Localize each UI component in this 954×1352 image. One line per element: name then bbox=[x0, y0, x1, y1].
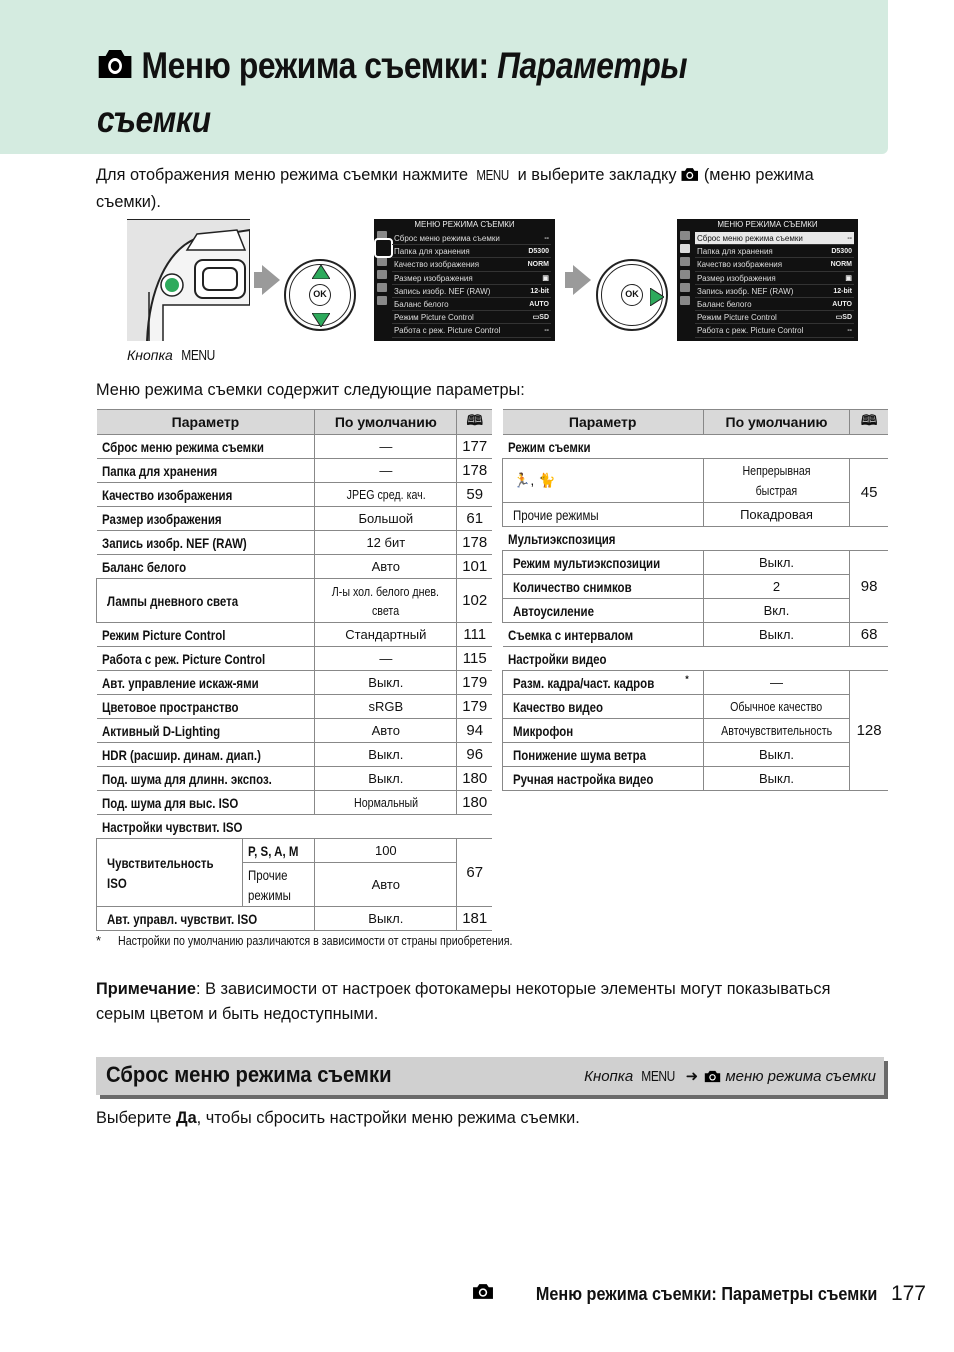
screen-row: Баланс белого AUTO bbox=[392, 298, 551, 311]
screen-row: Качество изображения NORM bbox=[695, 258, 854, 271]
table-row: Прочие режимы Авто bbox=[97, 863, 493, 907]
camera-icon bbox=[681, 164, 699, 189]
table-row: Прочие режимы Покадровая bbox=[503, 503, 889, 527]
screen-row: Сброс меню режима съемки -- bbox=[392, 232, 551, 245]
lead-text: Меню режима съемки содержит следующие параметры: bbox=[96, 380, 525, 399]
table-row: Авт. управл. чувствит. ISO Выкл. 181 bbox=[97, 907, 493, 931]
camera-menu-screen-2: МЕНЮ РЕЖИМА СЪЕМКИ Сброс меню режима съемки -- Папка для хранения D5300 Качество изображения NORM Размер изображения ▣ Запись изобр. NEF (RAW) 12-bit Баланс белого AUTO Режим Picture Control ▭SD Работа с реж. Picture Control -- bbox=[677, 219, 858, 341]
table-row: Количество снимков 2 bbox=[503, 575, 889, 599]
table-row: Чувствительность ISO P, S, A, M 100 67 bbox=[97, 839, 493, 863]
screen-row: Запись изобр. NEF (RAW) 12-bit bbox=[695, 285, 854, 298]
camera-icon bbox=[704, 1070, 721, 1087]
release-mode-icons: 🏃, 🐈 bbox=[503, 459, 704, 503]
table-row: Цветовое пространство sRGB 179 bbox=[97, 695, 493, 719]
footer-title: Меню режима съемки: Параметры съемки bbox=[535, 1283, 877, 1304]
table-row: Активный D-Lighting Авто 94 bbox=[97, 719, 493, 743]
screen-row: Режим Picture Control ▭SD bbox=[392, 311, 551, 324]
settings-table-right: Параметр По умолчанию 🕮 Режим съемки 🏃, 🐈 Непрерывная быстрая 45 Прочие режимы Покадровая Мультиэкспозиция Режим мультиэкспозиции Выкл. 98 Количество снимков 2 Автоусиление Вкл. Съемка с интервалом Выкл. 68 Настройки видео Разм. кадра/част. кадров * — 128 Качество видео Обычное качество Микрофон Авточувствительность Понижение шума ветра Выкл. Ручная настройка видео Выкл. bbox=[502, 409, 888, 791]
ok-button-icon: OK bbox=[621, 284, 643, 306]
screen-row: Режим Picture Control ▭SD bbox=[695, 311, 854, 324]
table-group-row: Настройки видео bbox=[503, 647, 889, 671]
screen-row: Папка для хранения D5300 bbox=[695, 245, 854, 258]
table-group-row: Мультиэкспозиция bbox=[503, 527, 889, 551]
table-row: Под. шума для длинн. экспоз. Выкл. 180 bbox=[97, 767, 493, 791]
screen-row: Запись изобр. NEF (RAW) 12-bit bbox=[392, 285, 551, 298]
ok-button-icon: OK bbox=[309, 284, 331, 306]
camera-illustration bbox=[127, 219, 250, 341]
section-menu-path: Кнопка MENU ➜ меню режима съемки bbox=[584, 1068, 876, 1085]
table-row: 🏃, 🐈 Непрерывная быстрая 45 bbox=[503, 459, 889, 503]
table-row: Качество видео Обычное качество bbox=[503, 695, 889, 719]
section-title: Сброс меню режима съемки bbox=[106, 1062, 392, 1087]
table-row: Автоусиление Вкл. bbox=[503, 599, 889, 623]
table-row: Понижение шума ветра Выкл. bbox=[503, 743, 889, 767]
table-row: Запись изобр. NEF (RAW) 12 бит 178 bbox=[97, 531, 493, 555]
camera-icon bbox=[472, 1283, 494, 1305]
book-icon: 🕮 bbox=[457, 410, 493, 435]
screen-row-selected: Сброс меню режима съемки -- bbox=[695, 232, 854, 245]
table-row: Под. шума для выс. ISO Нормальный 180 bbox=[97, 791, 493, 815]
note-paragraph: Примечание: В зависимости от настроек фотокамеры некоторые элементы могут показываться серым цветом и быть недоступными. bbox=[96, 979, 831, 1023]
table-row: Работа с реж. Picture Control — 115 bbox=[97, 647, 493, 671]
table-row: HDR (расшир. динам. диап.) Выкл. 96 bbox=[97, 743, 493, 767]
table-row: Разм. кадра/част. кадров * — 128 bbox=[503, 671, 889, 695]
arrow-right-icon bbox=[573, 265, 591, 295]
arrow-right-icon bbox=[262, 265, 280, 295]
section-body: Выберите Да, чтобы сбросить настройки меню режима съемки. bbox=[96, 1108, 580, 1127]
screen-row: Баланс белого AUTO bbox=[695, 298, 854, 311]
footnote: * Настройки по умолчанию различаются в зависимости от страны приобретения. bbox=[96, 933, 513, 948]
table-group-row: Настройки чувствит. ISO bbox=[97, 815, 493, 839]
table-row: Микрофон Авточувствительность bbox=[503, 719, 889, 743]
camera-menu-screen-1: МЕНЮ РЕЖИМА СЪЕМКИ Сброс меню режима съемки -- Папка для хранения D5300 Качество изображения NORM Размер изображения ▣ Запись изобр. NEF (RAW) 12-bit Баланс белого AUTO Режим Picture Control ▭SD Работа с реж. Picture Control -- bbox=[374, 219, 555, 341]
settings-table-left: Параметр По умолчанию 🕮 Сброс меню режима съемки — 177 Папка для хранения — 178 Качество изображения JPEG сред. кач. 59 Размер изображения Большой 61 Запись изобр. NEF (RAW) 12 бит 178 Баланс белого Авто 101 Лампы дневного света Л-ы хол. белого днев. света 102 Режим Picture Control Стандартный 111 Работа с реж. Picture Control — 115 Авт. управление искаж-ями Выкл. 179 Цветовое пространство sRGB 179 Активный D-Lighting Авто 94 HDR (расшир. динам. диап.) Выкл. 96 Под. шума для длинн. экспоз. Выкл. 180 Под. шума для выс. ISO Нормальный 180 Настройки чувствит. ISO Чувствительность ISO P, S, A, M 100 67 Прочие режимы Авто Авт. управл. чувствит. ISO Выкл. 181 bbox=[96, 409, 492, 931]
table-row: Баланс белого Авто 101 bbox=[97, 555, 493, 579]
page-title: Меню режима съемки: Параметры съемки bbox=[97, 40, 768, 146]
table-row: Папка для хранения — 178 bbox=[97, 459, 493, 483]
screen-row: Папка для хранения D5300 bbox=[392, 245, 551, 258]
arrow-right-icon: ➜ bbox=[685, 1068, 699, 1085]
multi-selector-right bbox=[596, 259, 668, 331]
table-row: Режим Picture Control Стандартный 111 bbox=[97, 623, 493, 647]
page-footer bbox=[472, 1282, 926, 1306]
menu-key: MENU bbox=[476, 167, 510, 184]
page-number: 177 bbox=[890, 1282, 926, 1305]
screen-row: Размер изображения ▣ bbox=[392, 272, 551, 285]
book-icon: 🕮 bbox=[850, 410, 888, 435]
table-row: Сброс меню режима съемки — 177 bbox=[97, 435, 493, 459]
table-group-row: Режим съемки bbox=[503, 435, 889, 459]
table-row: Качество изображения JPEG сред. кач. 59 bbox=[97, 483, 493, 507]
table-row: Съемка с интервалом Выкл. 68 bbox=[503, 623, 889, 647]
table-row: Режим мультиэкспозиции Выкл. 98 bbox=[503, 551, 889, 575]
table-row: Ручная настройка видео Выкл. bbox=[503, 767, 889, 791]
figure-caption: Кнопка MENU bbox=[127, 347, 215, 364]
screen-row: Размер изображения ▣ bbox=[695, 272, 854, 285]
table-row: Лампы дневного света Л-ы хол. белого днев. света 102 bbox=[97, 579, 493, 623]
camera-icon bbox=[97, 42, 133, 94]
screen-row: Работа с реж. Picture Control -- bbox=[392, 324, 551, 337]
screen-row: Работа с реж. Picture Control -- bbox=[695, 324, 854, 337]
screen-row: Качество изображения NORM bbox=[392, 258, 551, 271]
multi-selector-up-down bbox=[284, 259, 356, 331]
section-header bbox=[96, 1057, 884, 1095]
table-row: Авт. управление искаж-ями Выкл. 179 bbox=[97, 671, 493, 695]
intro-paragraph: Для отображения меню режима съемки нажмите MENU и выберите закладку (меню режима съемки). bbox=[96, 165, 814, 211]
table-row: Размер изображения Большой 61 bbox=[97, 507, 493, 531]
